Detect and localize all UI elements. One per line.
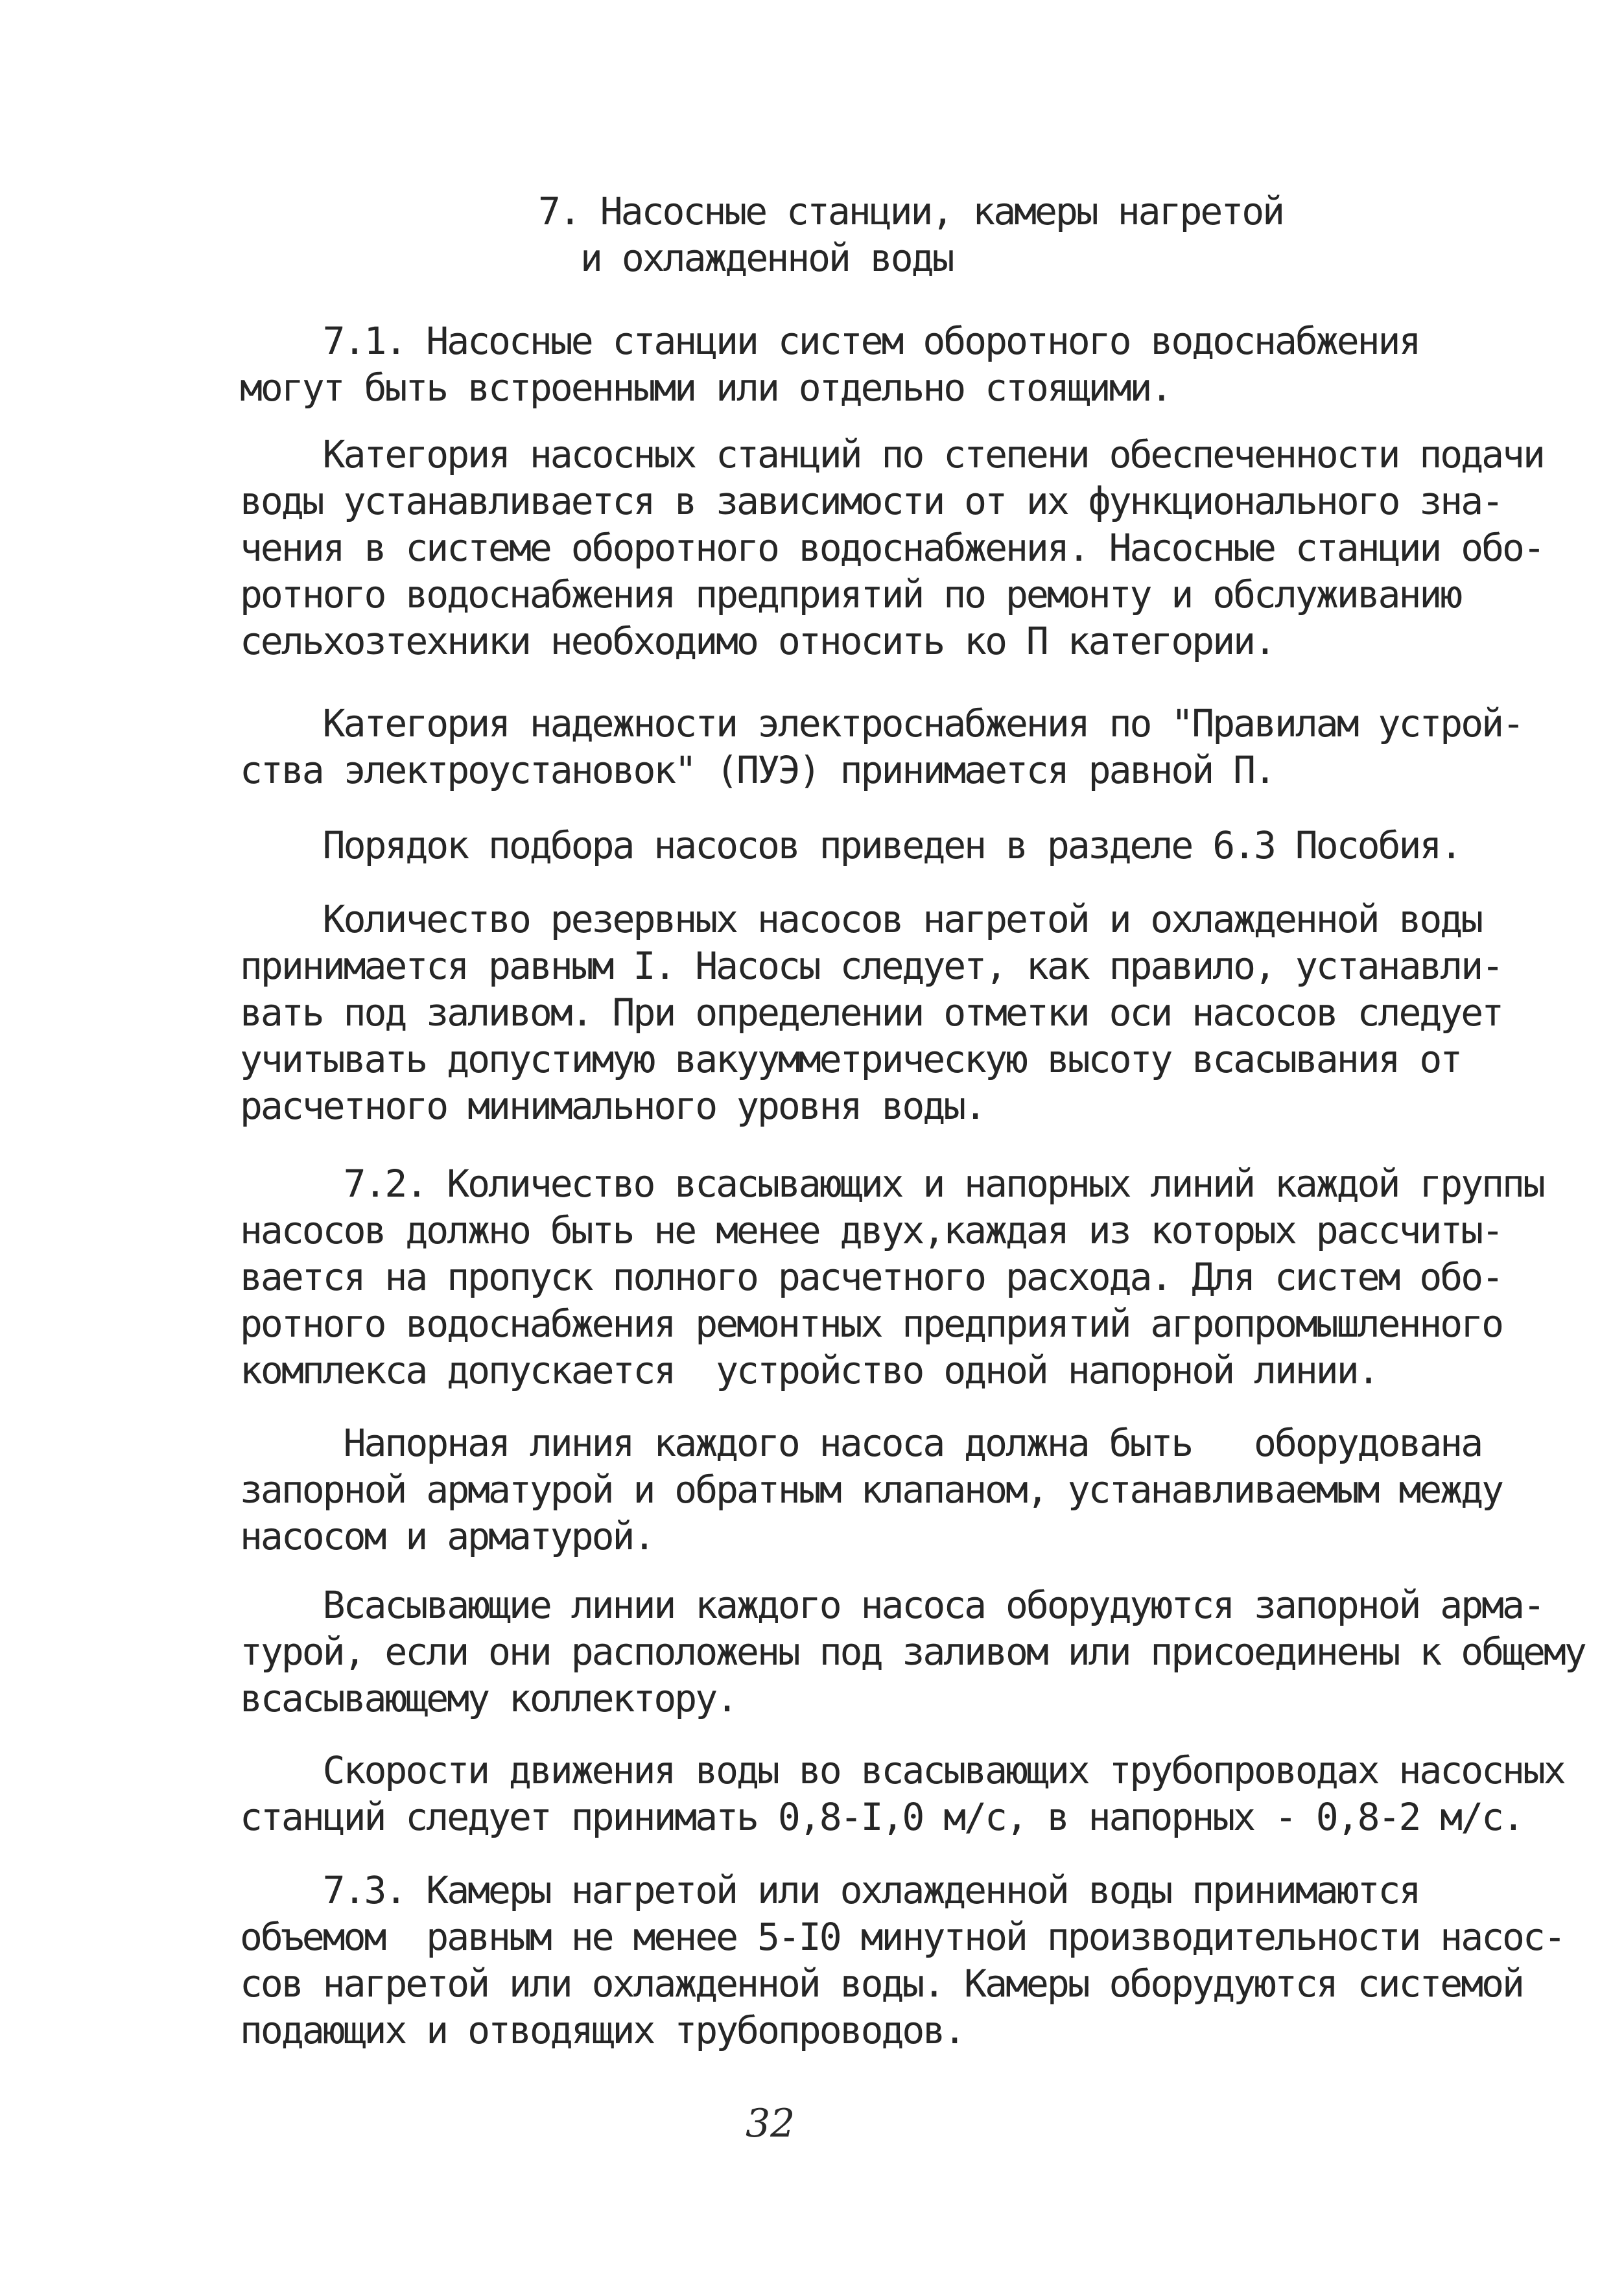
text-line: сов нагретой или охлажденной воды. Камеры оборудуются системой — [240, 1962, 1523, 2006]
text-line: Категория надежности электроснабжения по "Правилам устрой- — [240, 701, 1523, 745]
text-line: турой, если они расположены под заливом или присоединены к общему — [240, 1630, 1585, 1674]
text-line: вается на пропуск полного расчетного расхода. Для систем обо- — [240, 1255, 1503, 1299]
section-heading-line-2: и охлажденной воды — [580, 236, 953, 280]
text-line: сельхозтехники необходимо относить ко П категории. — [240, 619, 1275, 663]
paragraph-reserve-pumps — [240, 896, 1524, 1129]
paragraph-7-1 — [240, 318, 1524, 411]
text-line: объемом равным не менее 5-I0 минутной производительности насос- — [240, 1915, 1564, 1959]
text-line: Порядок подбора насосов приведен в разделе 6.3 Пособия. — [240, 823, 1461, 867]
text-line: принимается равным I. Насосы следует, как правило, устанавли- — [240, 944, 1503, 988]
text-line: Категория насосных станций по степени обеспеченности подачи — [240, 432, 1544, 476]
paragraph-electrical — [240, 700, 1524, 793]
text-line: ротного водоснабжения предприятий по ремонту и обслуживанию — [240, 572, 1461, 616]
text-line: насосом и арматурой. — [240, 1514, 654, 1558]
page-number: 32 — [746, 2101, 795, 2146]
text-line: 7.2. Количество всасывающих и напорных линий каждой группы — [240, 1162, 1544, 1206]
paragraph-category — [240, 431, 1544, 664]
text-line: 7.1. Насосные станции систем оборотного водоснабжения — [240, 319, 1420, 363]
paragraph-pump-selection — [240, 822, 1524, 869]
text-line: Всасывающие линии каждого насоса оборудуются запорной арма- — [240, 1583, 1544, 1627]
text-line: расчетного минимального уровня воды. — [240, 1084, 985, 1128]
text-line: станций следует принимать 0,8-I,0 м/с, в напорных - 0,8-2 м/с. — [240, 1795, 1523, 1839]
text-line: ротного водоснабжения ремонтных предприятий агропромышленного — [240, 1302, 1503, 1346]
text-line: Скорости движения воды во всасывающих трубопроводах насосных — [240, 1748, 1564, 1792]
section-heading-line-1: 7. Насосные станции, камеры нагретой — [538, 189, 1284, 233]
text-line: насосов должно быть не менее двух,каждая из которых рассчиты- — [240, 1208, 1503, 1252]
paragraph-suction-lines — [240, 1582, 1585, 1722]
text-line: вать под заливом. При определении отметки оси насосов следует — [240, 990, 1503, 1035]
text-line: 7.3. Камеры нагретой или охлажденной воды принимаются — [240, 1868, 1420, 1912]
text-line: всасывающему коллектору. — [240, 1676, 737, 1720]
text-line: Напорная линия каждого насоса должна быть оборудована — [240, 1421, 1482, 1465]
paragraph-7-3 — [240, 1867, 1564, 2054]
paragraph-7-2 — [240, 1160, 1544, 1394]
text-line: учитывать допустимую вакуумметрическую высоту всасывания от — [240, 1037, 1461, 1081]
paragraph-velocities — [240, 1747, 1564, 1840]
text-line: воды устанавливается в зависимости от их функционального зна- — [240, 479, 1503, 523]
paragraph-pressure-line — [240, 1420, 1524, 1560]
text-line: Количество резервных насосов нагретой и охлажденной воды — [240, 897, 1482, 941]
text-line: ства электроустановок" (ПУЭ) принимается равной П. — [240, 748, 1275, 792]
text-line: запорной арматурой и обратным клапаном, устанавливаемым между — [240, 1468, 1503, 1512]
text-line: могут быть встроенными или отдельно стоящими. — [240, 366, 1171, 410]
text-line: чения в системе оборотного водоснабжения. Насосные станции обо- — [240, 526, 1544, 570]
text-line: комплекса допускается устройство одной напорной линии. — [240, 1348, 1378, 1392]
text-line: подающих и отводящих трубопроводов. — [240, 2008, 965, 2052]
